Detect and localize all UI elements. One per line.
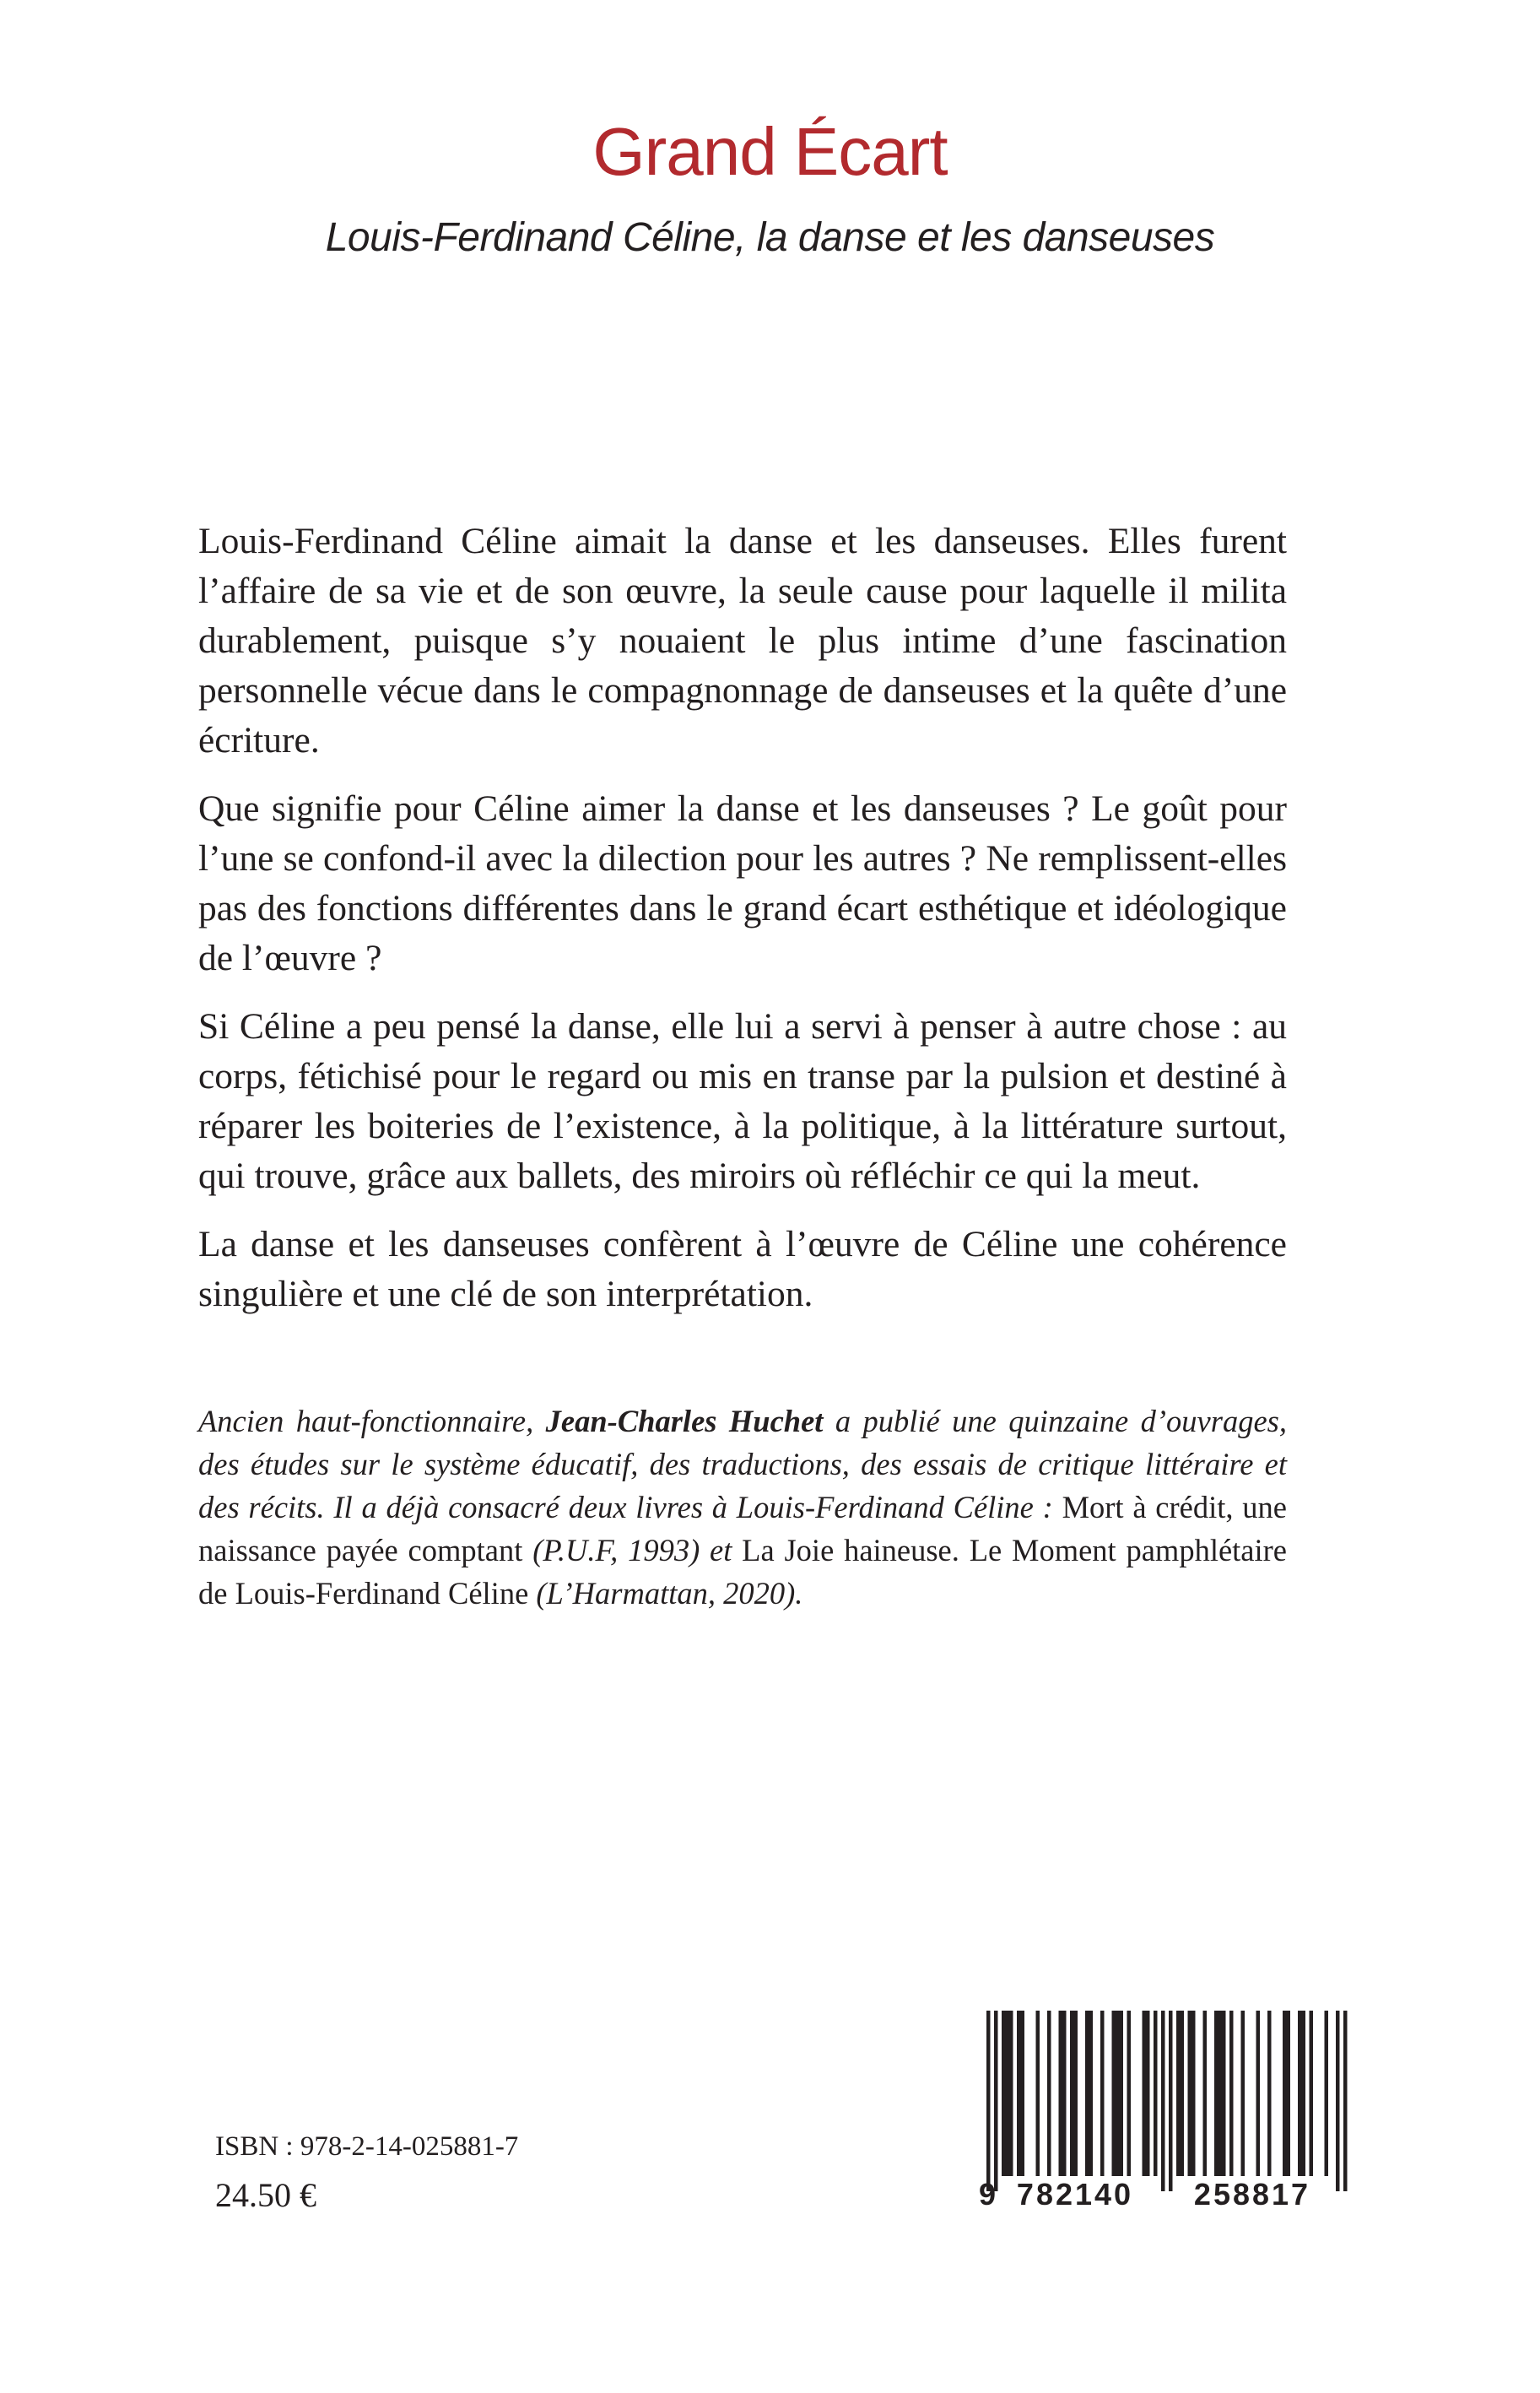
barcode-bar: [1089, 2011, 1094, 2176]
author-bio: [198, 1400, 1287, 1615]
barcode-bar: [1188, 2011, 1192, 2176]
author-name: Jean-Charles Huchet: [545, 1404, 824, 1438]
isbn-barcode: [974, 2006, 1354, 2211]
barcode-bar: [1085, 2011, 1089, 2176]
barcode-bar: [1256, 2011, 1261, 2176]
blurb-paragraph: La danse et les danseuses confèrent à l’œuvre de Céline une cohérence singulière et une clé de son interprétation.: [198, 1224, 1287, 1314]
barcode-bar: [1283, 2011, 1287, 2176]
barcode-digit-lead: 9: [979, 2177, 997, 2211]
barcode-bar: [1229, 2011, 1234, 2176]
barcode-bar: [1112, 2011, 1116, 2176]
back-cover-blurb: [198, 517, 1287, 1338]
barcode-bar: [1298, 2011, 1302, 2176]
blurb-paragraph: Louis-Ferdinand Céline aimait la danse et les danseuses. Elles furent l’affaire de sa vie et de son œuvre, la seule cause pour laquelle il milita durablement, puisque s’y nouaient le plus intime d’une fascination personnelle vécue dans le compagnonnage de danseuses et la quête d’une écriture.: [198, 521, 1287, 761]
barcode-bar: [1059, 2011, 1063, 2176]
barcode-bar: [1009, 2011, 1013, 2176]
book-title: Grand Écart: [592, 114, 948, 189]
book-subtitle: Louis-Ferdinand Céline, la danse et les danseuses: [325, 215, 1215, 260]
barcode-bar: [1017, 2011, 1021, 2176]
barcode-bar: [1127, 2011, 1132, 2176]
barcode-digits-right: 258817: [1193, 2177, 1311, 2211]
barcode-bar: [1336, 2011, 1340, 2191]
barcode-bar: [1154, 2011, 1158, 2176]
barcode-bar: [1070, 2011, 1074, 2176]
barcode-bar: [986, 2011, 991, 2191]
barcode-bar: [1302, 2011, 1306, 2176]
isbn-label: ISBN : 978-2-14-025881-7: [215, 2131, 519, 2162]
bio-text: a publié une quinzaine d’ouvrages, des études sur le système éducatif, des traductions, des essais de critique littéraire et des récits. Il a déjà consacré deux livres à Louis-Ferdinand Céline :: [198, 1404, 1287, 1524]
author-bio-paragraph: [198, 1400, 1287, 1615]
barcode-bar: [1002, 2011, 1006, 2176]
barcode-bar: [1218, 2011, 1223, 2176]
book1-publisher: (P.U.F, 1993) et: [522, 1533, 743, 1567]
barcode-bar: [1241, 2011, 1246, 2176]
barcode-bar: [1036, 2011, 1040, 2176]
barcode-bar: [1062, 2011, 1067, 2176]
barcode-bar: [1161, 2011, 1165, 2191]
barcode-digits-left: 782140: [1016, 2177, 1134, 2211]
book1-title: Mort à crédit, une naissance payée comptant: [198, 1490, 1287, 1567]
barcode-bar: [1047, 2011, 1051, 2176]
barcode-bar: [1203, 2011, 1208, 2176]
book2-title: La Joie haineuse. Le Moment pamphlétaire de Louis-Ferdinand Céline: [198, 1533, 1287, 1611]
barcode-bar: [1074, 2011, 1078, 2176]
barcode-bar: [1176, 2011, 1181, 2176]
barcode-bar: [1021, 2011, 1025, 2176]
barcode-bar: [1214, 2011, 1218, 2176]
barcode-bar: [1325, 2011, 1329, 2176]
barcode-bar: [1146, 2011, 1150, 2176]
barcode-bar: [1310, 2011, 1314, 2176]
barcode-bar: [1100, 2011, 1105, 2176]
barcode-bar: [1120, 2011, 1124, 2176]
barcode-bar: [1116, 2011, 1120, 2176]
barcode-bar: [1006, 2011, 1010, 2176]
barcode-bar: [1267, 2011, 1272, 2176]
barcode-bar: [1287, 2011, 1291, 2176]
barcode-bar: [1191, 2011, 1196, 2176]
bio-intro: Ancien haut-fonctionnaire,: [198, 1404, 546, 1438]
blurb-paragraph: Si Céline a peu pensé la danse, elle lui a servi à penser à autre chose : au corps, fétichisé pour le regard ou mis en transe par la pulsion et destiné à réparer les boiteries de l’existence, à la politique, à la littérature surtout, qui trouve, grâce aux ballets, des miroirs où réfléchir ce qui la meut.: [198, 1006, 1287, 1196]
barcode-bar: [1181, 2011, 1185, 2176]
book2-publisher: (L’Harmattan, 2020).: [528, 1576, 803, 1611]
barcode-bar: [994, 2011, 998, 2191]
price-label: 24.50 €: [215, 2176, 316, 2214]
blurb-paragraph: Que signifie pour Céline aimer la danse et les danseuses ? Le goût pour l’une se confond-il avec la dilection pour les autres ? Ne remplissent-elles pas des fonctions différentes dans le grand écart esthétique et idéologique de l’œuvre ?: [198, 788, 1287, 978]
barcode-bar: [1169, 2011, 1173, 2191]
barcode-bar: [1222, 2011, 1226, 2176]
barcode-bar: [1143, 2011, 1147, 2176]
barcode-bar: [1343, 2011, 1348, 2191]
